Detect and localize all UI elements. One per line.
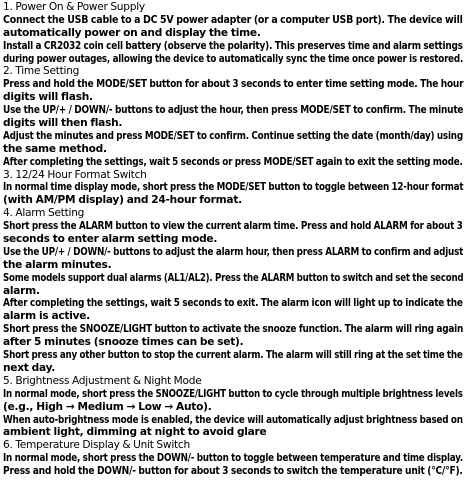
body-text-line: In normal mode, short press the SNOOZE/LIGHT button to cycle through multiple brightness levels: [3, 387, 463, 400]
body-text-line: after 5 minutes (snooze times can be set).: [3, 336, 244, 349]
body-text-line: Some models support dual alarms (AL1/AL2). Press the ALARM button to switch and set the second: [3, 271, 464, 284]
body-text-line: Press and hold the MODE/SET button for about 3 seconds to enter time setting mode. The hour: [3, 78, 464, 91]
section-heading: 4. Alarm Setting: [3, 207, 85, 220]
body-text-line: Short press the ALARM button to view the current alarm time. Press and hold ALARM for about 3: [3, 220, 463, 233]
body-text-line: (with AM/PM display) and 24-hour format.: [3, 194, 242, 207]
body-text-line: during power outages, allowing the device to automatically sync the time once power is restored.: [3, 52, 464, 65]
section-heading: 3. 12/24 Hour Format Switch: [3, 168, 147, 181]
body-text-line: the alarm minutes.: [3, 258, 112, 271]
body-text-line: alarm.: [3, 284, 40, 297]
body-text-line: Use the UP/+ / DOWN/- buttons to adjust the hour, then press MODE/SET to confirm. The minute: [3, 104, 464, 117]
section-heading: 2. Time Setting: [3, 65, 80, 78]
body-text-line: Press and hold the DOWN/- button for about 3 seconds to switch the temperature unit (°C/°F).: [3, 465, 463, 478]
body-text-line: seconds to enter alarm setting mode.: [3, 233, 218, 246]
body-text-line: Install a CR2032 coin cell battery (observe the polarity). This preserves time and alarm settings: [3, 39, 463, 52]
body-text-line: After completing the settings, wait 5 seconds or press MODE/SET again to exit the setting mode.: [3, 155, 463, 168]
body-text-line: After completing the settings, wait 5 seconds to exit. The alarm icon will light up to indicate the: [3, 297, 463, 310]
body-text-line: Adjust the minutes and press MODE/SET to confirm. Continue setting the date (month/day) using: [3, 129, 463, 142]
body-text-line: Short press the SNOOZE/LIGHT button to activate the snooze function. The alarm will ring again: [3, 323, 464, 336]
body-text-line: the same method.: [3, 142, 107, 155]
section-heading: 6. Temperature Display & Unit Switch: [3, 439, 190, 452]
body-text-line: automatically power on and display the time.: [3, 26, 261, 39]
section-heading: 5. Brightness Adjustment & Night Mode: [3, 374, 202, 387]
body-text-line: In normal mode, short press the DOWN/- button to toggle between temperature and time display.: [3, 452, 464, 465]
section-heading: 1. Power On & Power Supply: [3, 1, 145, 13]
body-text-line: ambient light, dimming at night to avoid glare: [3, 426, 267, 439]
body-text-line: When auto-brightness mode is enabled, the device will automatically adjust brightness based on: [3, 413, 463, 426]
body-text-line: alarm is active.: [3, 310, 90, 323]
body-text-line: In normal time display mode, short press the MODE/SET button to toggle between 12-hour format: [3, 181, 464, 194]
body-text-line: Use the UP/+ / DOWN/- buttons to adjust the alarm hour, then press ALARM to confirm and adjust: [3, 245, 464, 258]
body-text-line: Connect the USB cable to a DC 5V power adapter (or a computer USB port). The device will: [3, 13, 463, 26]
body-text-line: Short press any other button to stop the current alarm. The alarm will still ring at the set time the: [3, 349, 463, 362]
body-text-line: (e.g., High → Medium → Low → Auto).: [3, 400, 212, 413]
body-text-line: next day.: [3, 361, 56, 374]
instruction-document: [3, 1, 463, 478]
body-text-line: digits will then flash.: [3, 117, 123, 130]
body-text-line: digits will flash.: [3, 91, 93, 104]
